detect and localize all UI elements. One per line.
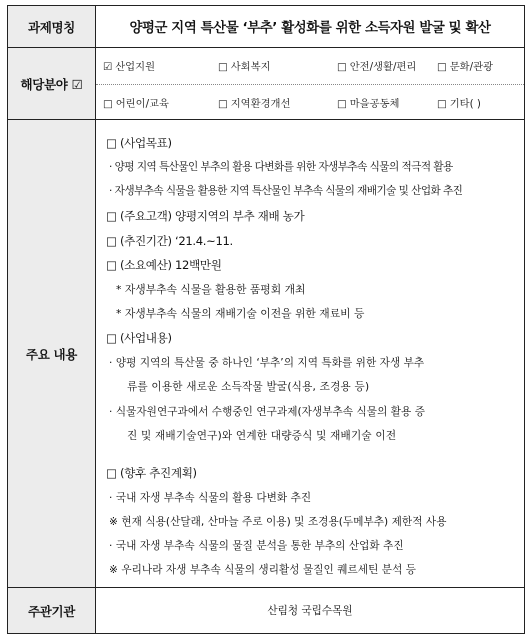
dot-item: · 양평 지역의 특산물 중 하나인 ‘부추’의 지역 특화를 위한 자생 부추 xyxy=(109,357,425,369)
field-option-safety[interactable] xyxy=(337,58,416,73)
field-option-label: 기타( ) xyxy=(449,98,481,110)
main-content-row xyxy=(8,120,524,588)
field-option-label: 문화/관광 xyxy=(449,61,493,73)
field-row xyxy=(8,48,524,120)
project-name-label: 과제명칭 xyxy=(8,6,96,47)
dot-item: · 자생부추속 식물을 활용한 지역 특산물인 부추속 식물의 재배기술 및 산업화 추진 xyxy=(109,185,463,197)
checkbox-icon[interactable]: □ xyxy=(218,98,228,110)
section-heading: □ (향후 추진계획) xyxy=(106,466,197,480)
main-content-label: 주요 내용 xyxy=(8,120,96,587)
field-option-label: 안전/생활/편리 xyxy=(349,61,417,73)
field-options-cell xyxy=(96,48,524,119)
dot-item: · 국내 자생 부추속 식물의 활용 다변화 추진 xyxy=(109,492,312,504)
section-heading: □ (사업목표) xyxy=(106,136,172,150)
project-name-row xyxy=(8,6,524,48)
field-option-welfare[interactable] xyxy=(218,58,271,73)
organization-cell xyxy=(96,588,524,633)
field-option-label: 어린이/교육 xyxy=(115,98,169,110)
field-option-label: 지역환경개선 xyxy=(230,98,291,110)
field-option-environment[interactable] xyxy=(218,95,290,110)
checkbox-icon[interactable]: □ xyxy=(218,61,228,73)
checkbox-icon[interactable]: □ xyxy=(437,61,447,73)
project-name-cell xyxy=(96,6,524,47)
main-content-cell xyxy=(96,120,524,587)
reference-note: ※ 우리나라 자생 부추속 식물의 생리활성 물질인 퀘르세틴 분석 등 xyxy=(109,564,417,576)
field-option-education[interactable] xyxy=(103,95,169,110)
section-heading: □ (사업내용) xyxy=(106,331,172,345)
organization-label: 주관기관 xyxy=(8,588,96,633)
organization-name: 산림청 국립수목원 xyxy=(267,605,353,617)
project-title: 양평군 지역 특산물 ‘부추’ 활성화를 위한 소득자원 발굴 및 확산 xyxy=(129,21,491,36)
proposal-table xyxy=(7,5,525,634)
field-option-culture[interactable] xyxy=(437,58,493,73)
field-divider xyxy=(96,84,524,85)
section-heading: □ (소요예산) 12백만원 xyxy=(106,258,222,272)
field-option-industry[interactable] xyxy=(103,58,155,73)
dot-item-continuation: 진 및 재배기술연구)와 연계한 대량증식 및 재배기술 이전 xyxy=(127,430,397,442)
field-label: 해당분야 ☑ xyxy=(8,48,96,119)
dot-item: · 양평 지역 특산물인 부추의 활용 다변화를 위한 자생부추속 식물의 적극적 활용 xyxy=(109,161,453,173)
checkbox-icon[interactable]: □ xyxy=(437,98,447,110)
organization-row xyxy=(8,588,524,633)
field-option-community[interactable] xyxy=(337,95,399,110)
note-item: * 자생부추속 식물의 재배기술 이전을 위한 재료비 등 xyxy=(116,307,365,320)
section-heading: □ (주요고객) 양평지역의 부추 재배 농가 xyxy=(106,209,305,223)
reference-note: ※ 현재 식용(산달래, 산마늘 주로 이용) 및 조경용(두메부추) 제한적 사용 xyxy=(109,516,447,528)
field-option-other[interactable] xyxy=(437,95,481,110)
note-item: * 자생부추속 식물을 활용한 품평회 개최 xyxy=(116,283,306,296)
section-heading: □ (추진기간) ‘21.4.~11. xyxy=(106,234,233,248)
dot-item: · 국내 자생 부추속 식물의 물질 분석을 통한 부추의 산업화 추진 xyxy=(109,540,404,552)
field-option-label: 사회복지 xyxy=(230,61,271,73)
dot-item: · 식물자원연구과에서 수행중인 연구과제(자생부추속 식물의 활용 증 xyxy=(109,406,426,418)
checkbox-icon[interactable]: □ xyxy=(337,61,347,73)
field-option-label: 산업지원 xyxy=(115,61,156,73)
field-option-label: 마을공동체 xyxy=(349,98,400,110)
checkbox-icon[interactable]: □ xyxy=(103,98,113,110)
checkbox-icon[interactable]: □ xyxy=(337,98,347,110)
dot-item-continuation: 류를 이용한 새로운 소득작물 발굴(식용, 조경용 등) xyxy=(127,381,370,393)
checkbox-checked-icon[interactable]: ☑ xyxy=(103,61,113,73)
